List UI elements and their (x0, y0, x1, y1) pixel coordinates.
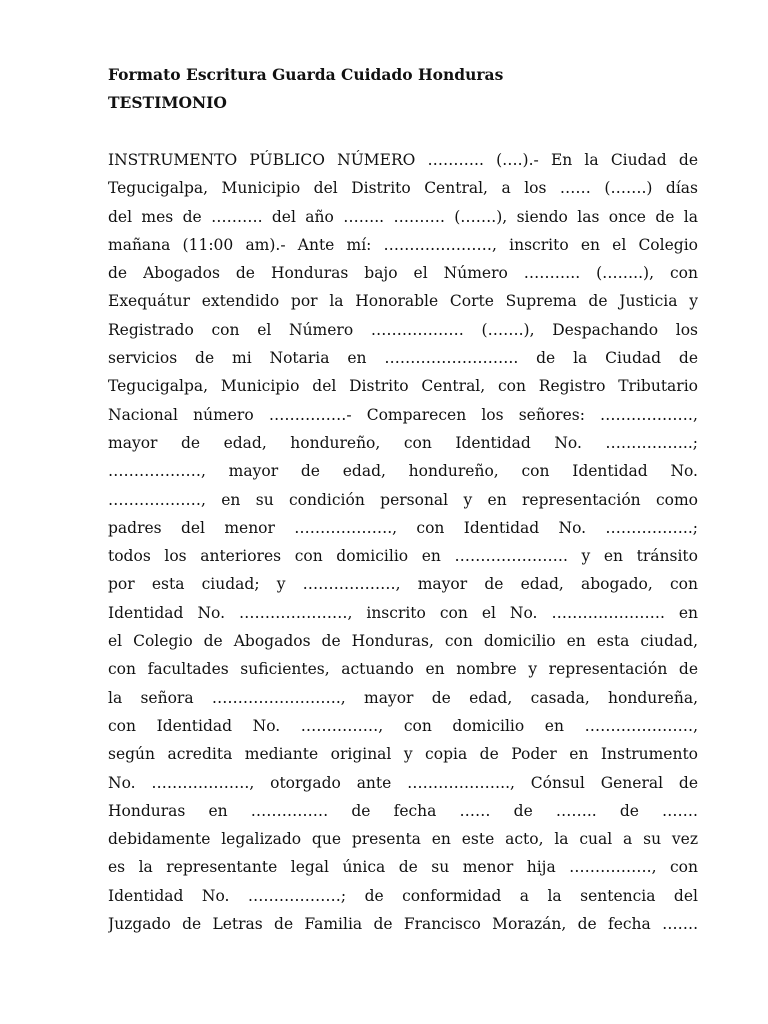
body-line: padres del menor ………………., con Identidad No. ……………..; (108, 518, 698, 537)
body-line: todos los anteriores con domicilio en …………………. y en tránsito (108, 547, 698, 566)
body-line: ………………, en su condición personal y en representación como (108, 490, 698, 509)
body-line: Tegucigalpa, Municipio del Distrito Central, a los …… (…….) días (108, 179, 698, 198)
body-line: debidamente legalizado que presenta en este acto, la cual a su vez (108, 830, 698, 849)
body-line: Tegucigalpa, Municipio del Distrito Central, con Registro Tributario (108, 377, 698, 396)
body-line: servicios de mi Notaria en …………………….. de la Ciudad de (108, 349, 698, 368)
body-line: Identidad No. ………………; de conformidad a la sentencia del (108, 886, 698, 905)
document-body (108, 146, 698, 938)
body-line: con facultades suficientes, actuando en nombre y representación de (108, 660, 698, 679)
body-line: mañana (11:00 am).- Ante mí: …………………, inscrito en el Colegio (108, 235, 698, 254)
body-line: INSTRUMENTO PÚBLICO NÚMERO ……….. (….).- En la Ciudad de (108, 151, 698, 169)
body-line: Registrado con el Número ……………… (…….), Despachando los (108, 320, 698, 339)
body-line: el Colegio de Abogados de Honduras, con domicilio en esta ciudad, (108, 632, 698, 651)
body-line: Nacional número ……………- Comparecen los señores: ………………, (108, 405, 698, 424)
body-line: mayor de edad, hondureño, con Identidad No. ……………..; (108, 433, 698, 452)
body-line: de Abogados de Honduras bajo el Número ……….. (……..), con (108, 264, 698, 283)
body-line: según acredita mediante original y copia de Poder en Instrumento (108, 745, 698, 764)
document-subtitle: TESTIMONIO (108, 93, 227, 112)
body-line: la señora ……………………., mayor de edad, casada, hondureña, (108, 688, 698, 707)
body-line: Identidad No. …………………, inscrito con el No. …………………. en (108, 603, 698, 622)
body-line: por esta ciudad; y ………………, mayor de edad, abogado, con (108, 575, 698, 594)
body-line: del mes de ………. del año …….. ………. (…….), siendo las once de la (108, 207, 698, 226)
body-line: ………………, mayor de edad, hondureño, con Identidad No. (108, 462, 698, 481)
document-title: Formato Escritura Guarda Cuidado Honduras (108, 65, 504, 84)
body-line: Exequátur extendido por la Honorable Corte Suprema de Justicia y (108, 292, 698, 311)
body-line: Juzgado de Letras de Familia de Francisco Morazán, de fecha ……. (108, 915, 698, 934)
body-line: Honduras en …………… de fecha …… de …….. de ……. (108, 801, 698, 820)
body-line: con Identidad No. ……………, con domicilio en …………………, (108, 716, 698, 735)
body-line: No. ………………., otorgado ante ……………….., Cónsul General de (108, 773, 698, 792)
body-line: es la representante legal única de su menor hija ……………., con (108, 858, 698, 877)
